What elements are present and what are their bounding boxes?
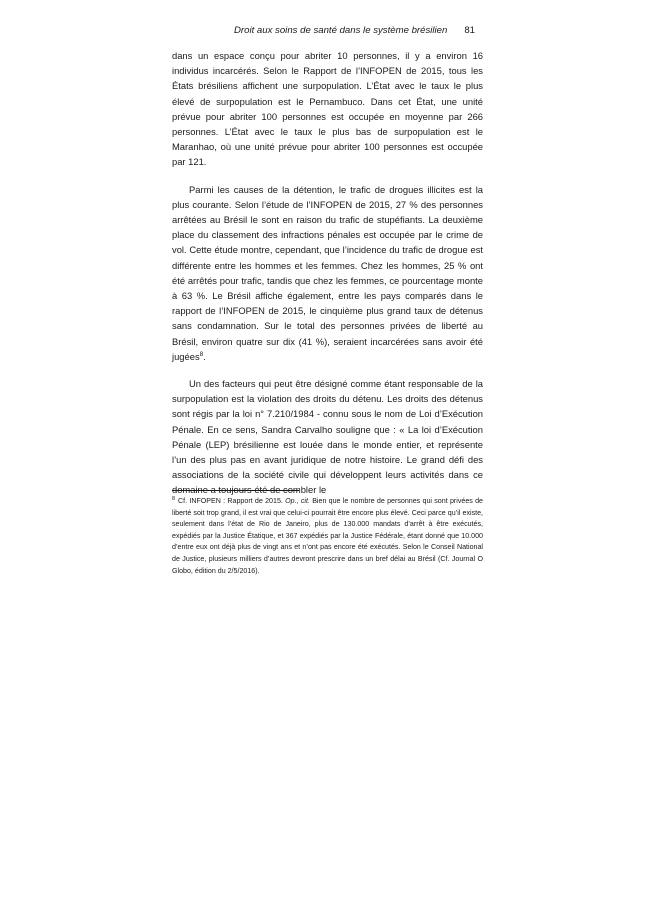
footnote-prefix: Cf. INFOPEN : Rapport de 2015. — [178, 497, 286, 505]
footnote-citation: Op., cit. — [285, 497, 310, 505]
footnote-separator — [172, 490, 299, 491]
paragraph-2-text: Parmi les causes de la détention, le trafic de drogues illicites est la plus courante. Selon l’étude de l’INFOPEN de 2015, 27 % des personnes arrêtées au Brésil le sont en raison du trafic de stupéfiants. La deuxième place du classement des infractions pénales est occupée par le crime de vol. Cette étude montre, cependant, que l’incidence du trafic de drogue est différente entre les hommes et les femmes. Chez les hommes, 25 % ont été arrêtés pour trafic, tandis que chez les femmes, ce pourcentage monte à 63 %. Le Brésil affiche également, entre les pays comparés dans le rapport de l’INFOPEN de 2015, le cinquième plus grand taux de détenus sans condamnation. Sur le total des personnes privées de liberté au Brésil, environ quatre sur dix (41 %), seraient incarcérées sans avoir été jugées — [172, 183, 483, 362]
footnote-8 — [172, 496, 483, 577]
paragraph-3: Un des facteurs qui peut être désigné comme étant responsable de la surpopulation est la violation des droits du détenu. Les droits des détenus sont régis par la loi n° 7.210/1984 - connu sous le nom de Loi d’Exécution Pénale. En ce sens, Sandra Carvalho souligne que : « La loi d’Exécution Pénale (LEP) brésilienne est louée dans le monde entier, et représente l’un des plus pas en avant juridique de notre histoire. Le grand défi des associations de la société civile qui développent leurs activités dans ce domaine a toujours été de combler le — [172, 378, 483, 496]
page-number: 81 — [464, 25, 475, 36]
body-text — [172, 48, 483, 498]
footnotes — [172, 496, 483, 577]
page-content — [172, 24, 483, 498]
footnote-reference[interactable]: 8 — [199, 350, 204, 358]
running-title: Droit aux soins de santé dans le système brésilien — [234, 25, 448, 36]
footnote-text: Bien que le nombre de personnes qui sont privées de liberté soit trop grand, il est vrai que celui-ci pourrait être encore plus élevé. Ceci parce qu’il existe, seulement dans l’état de Rio de Janeiro, plus de 130.000 mandats d’arrêt à être exécutés, expédiés par la Justice Étatique, et 367 expédiés par la Justice Fédérale, étant donné que 10.000 d’entre eux ont déjà plus de vingt ans et n’ont pas encore été exécutés. Selon le Conseil National de Justice, plusieurs milliers d’autres devront prescrire dans un bref délai au Brésil (Cf. Journal O Globo, édition du 2/5/2016). — [172, 497, 483, 575]
paragraph-2 — [172, 182, 483, 364]
footnote-number: 8 — [172, 495, 175, 502]
running-header — [172, 24, 483, 42]
paragraph-1: dans un espace conçu pour abriter 10 personnes, il y a environ 16 individus incarcérés. Selon le Rapport de l’INFOPEN de 2015, tous les États brésiliens affichent une surpopulation. L’État avec le taux le plus élevé de surpopulation est le Pernambuco. Dans cet État, une unité prévue pour abriter 100 personnes est occupée en moyenne par 266 personnes. L’État avec le taux le plus bas de surpopulation est le Maranhao, où une unité prévue pour abriter 100 personnes est occupée par 121. — [172, 50, 483, 168]
paragraph-2-end: . — [203, 350, 206, 362]
